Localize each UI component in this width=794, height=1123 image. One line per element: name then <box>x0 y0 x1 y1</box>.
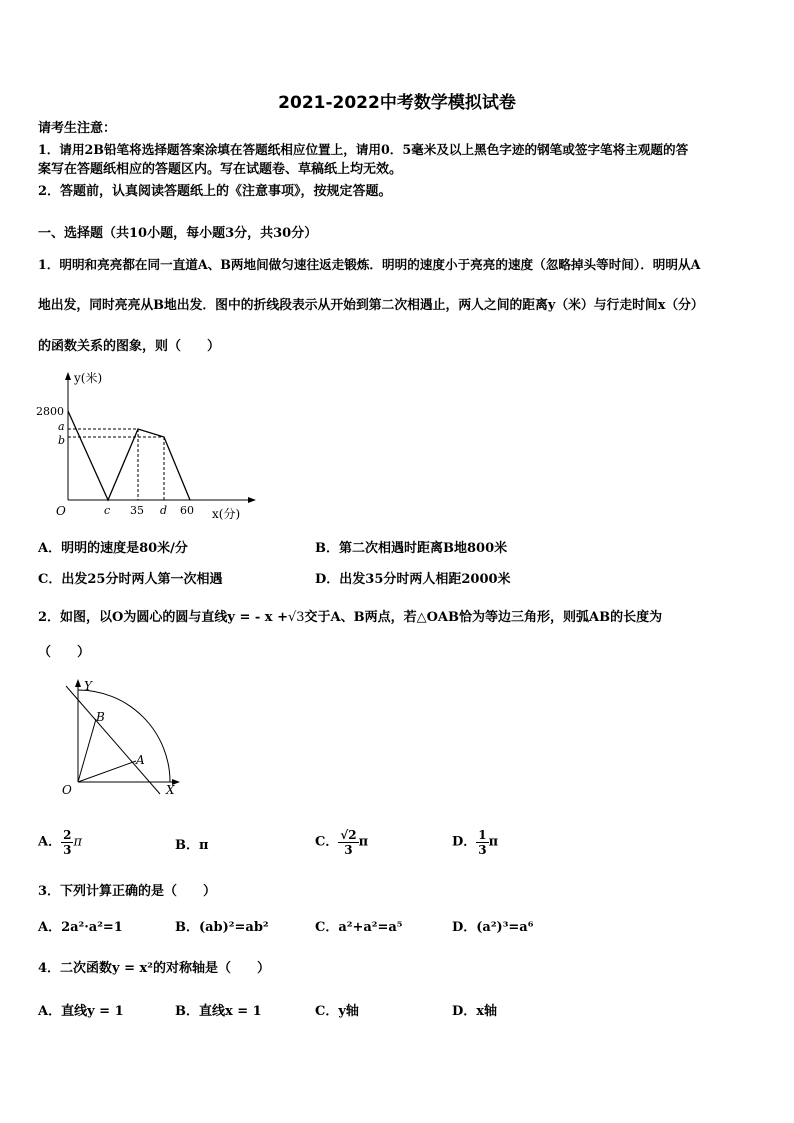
q4-stem: 4．二次函数y = x²的对称轴是（ ） <box>38 961 270 976</box>
q3-option-c: C．a²+a²=a⁵ <box>315 920 403 935</box>
q2-ob <box>78 719 96 782</box>
q2-line <box>66 686 160 794</box>
q1-y-label: y(米) <box>74 371 103 385</box>
q4-option-a: A．直线y = 1 <box>38 1004 124 1019</box>
q4-option-b: B．直线x = 1 <box>175 1004 262 1019</box>
q1-x-arrow <box>248 497 256 503</box>
q2-y-arrow <box>75 679 81 687</box>
q1-option-d: D．出发35分时两人相距2000米 <box>315 572 511 587</box>
q1-x-label: x(分) <box>212 507 241 521</box>
q2-line-1a: 2．如图，以O为圆心的圆与直线y = - x + <box>38 610 288 625</box>
q2-line-1b: 交于A、B两点，若△OAB恰为等边三角形，则弧AB的长度为 <box>304 610 663 625</box>
q1-ytick-b: b <box>58 434 66 447</box>
q3-option-a: A．2a²·a²=1 <box>38 920 123 935</box>
q1-origin: O <box>56 504 66 518</box>
q2-line-2: （ ） <box>38 645 91 660</box>
notice-line-1a: 1．请用2B铅笔将选择题答案涂填在答题纸相应位置上，请用0．5毫米及以上黑色字迹的钢笔或签字笔将主观题的答 <box>38 142 689 157</box>
q1-option-c: C．出发25分时两人第一次相遇 <box>38 572 223 587</box>
q1-graph <box>30 365 260 527</box>
q2-oa <box>78 761 136 782</box>
q2-x-label: X <box>166 783 175 797</box>
notice-heading: 请考生注意： <box>38 121 117 136</box>
q1-ytick-a: a <box>58 420 65 433</box>
q1-line-3: 的函数关系的图象，则（ ） <box>38 339 221 354</box>
q2-point-b: B <box>96 710 105 724</box>
q2-line-1 <box>38 610 662 626</box>
q2-option-c: C． $\frac{√2}{3}$ π <box>315 828 369 857</box>
q1-xtick-d: d <box>160 504 168 517</box>
q2-sqrt: √3 <box>287 610 305 625</box>
q4-option-d: D．x轴 <box>452 1004 498 1019</box>
q1-xtick-c: c <box>104 504 111 517</box>
q2-origin: O <box>62 783 72 797</box>
q3-option-d: D．(a²)³=a⁶ <box>452 920 534 935</box>
page-title: 2021-2022中考数学模拟试卷 <box>278 93 516 113</box>
q2-figure <box>30 676 190 800</box>
q1-line-2: 地出发，同时亮亮从B地出发．图中的折线段表示从开始到第二次相遇止，两人之间的距离y（米）与行走时间x（分） <box>38 298 704 313</box>
q1-option-b: B．第二次相遇时距离B地800米 <box>315 541 508 556</box>
q3-stem: 3．下列计算正确的是（ ） <box>38 884 217 899</box>
q1-option-a: A．明明的速度是80米/分 <box>38 541 188 556</box>
q1-polyline <box>68 411 190 500</box>
notice-line-2: 2．答题前，认真阅读答题纸上的《注意事项》，按规定答题。 <box>38 184 392 199</box>
q3-option-b: B．(ab)²=ab² <box>175 920 269 935</box>
q2-point-a: A <box>136 753 145 767</box>
notice-line-1b: 案写在答题纸相应的答题区内。写在试题卷、草稿纸上均无效。 <box>38 162 403 177</box>
q1-xtick-35: 35 <box>130 504 144 517</box>
q1-y-arrow <box>65 372 71 380</box>
q1-xtick-60: 60 <box>180 504 194 517</box>
q2-option-b: B．π <box>175 838 209 853</box>
q4-option-c: C．y轴 <box>315 1004 359 1019</box>
q2-option-d: D． $\frac{1}{3}$ π <box>452 828 499 857</box>
q1-line-1: 1．明明和亮亮都在同一直道A、B两地间做匀速往返走锻炼．明明的速度小于亮亮的速度（忽略掉头等时间）．明明从A <box>38 257 701 272</box>
q2-circle-arc <box>78 690 170 782</box>
section-heading: 一、选择题（共10小题，每小题3分，共30分） <box>38 226 318 241</box>
q2-y-label: Y <box>84 679 92 693</box>
q1-ytick-2800: 2800 <box>36 405 64 418</box>
q2-option-a: A． $\frac{2}{3}$ π <box>38 828 82 857</box>
